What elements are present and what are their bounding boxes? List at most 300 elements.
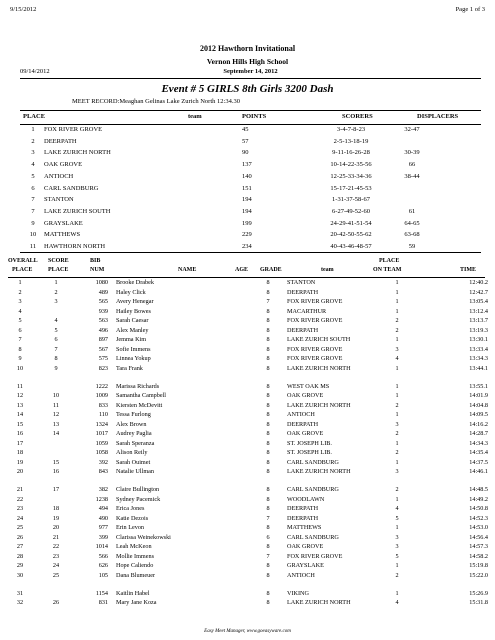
result-row (8, 524, 488, 533)
meet-date-left: 09/14/2012 (20, 68, 50, 75)
event-title: Event # 5 GIRLS 8th Girls 3200 Dash (161, 83, 334, 95)
team-table-header (20, 110, 481, 125)
team-points: 194 (242, 207, 252, 215)
athlete-team: ANTIOCH (287, 411, 315, 419)
team-displacers: 59 (408, 243, 416, 250)
score-place: 11 (53, 401, 59, 409)
athlete-team: ST. JOSEPH LIB. (287, 439, 332, 447)
place-on-team: 2 (395, 401, 399, 409)
bib-num: 1058 (95, 449, 108, 457)
grade: 8 (266, 562, 270, 570)
overall-place: 16 (16, 430, 24, 438)
overall-place: 14 (16, 411, 24, 419)
athlete-name: Tara Frank (116, 364, 143, 372)
meet-record: MEET RECORD:Meaghan Gelinas Lake Zurich North 12:34.30 (72, 98, 240, 105)
col-grade: GRADE (260, 267, 282, 273)
athlete-team: STANTON (287, 279, 316, 286)
place-on-team: 2 (395, 326, 399, 334)
athlete-name: Erica Jones (116, 505, 145, 513)
finish-time: 12:40.2 (469, 279, 488, 286)
bib-num: 1009 (95, 392, 108, 400)
bib-num: 563 (98, 317, 108, 325)
bib-num: 566 (98, 552, 108, 560)
finish-time: 14:01.9 (469, 392, 488, 400)
bib-num: 897 (98, 336, 108, 344)
place-on-team: 3 (395, 468, 399, 476)
grade: 8 (266, 468, 270, 476)
athlete-name: Haley Click (116, 288, 146, 296)
finish-time: 14:46.1 (469, 468, 488, 476)
team-row (20, 160, 481, 171)
place-on-team: 4 (395, 599, 399, 607)
col-team: team (321, 267, 334, 273)
athlete-name: Tessa Furlong (116, 411, 151, 419)
team-name: MATTHEWS (44, 231, 81, 239)
finish-time: 13:05.4 (469, 298, 488, 306)
team-displacers: 30-39 (404, 149, 420, 157)
finish-time: 15:19.8 (469, 562, 488, 570)
page-number: Page 1 of 3 (455, 6, 485, 13)
bib-num: 567 (98, 345, 108, 353)
team-displacers: 63-68 (404, 231, 420, 239)
col-on-team: ON TEAM (373, 267, 402, 273)
athlete-name: Claire Bullington (116, 486, 160, 493)
team-name: GRAYSLAKE (44, 219, 83, 227)
team-place: 7 (31, 207, 35, 215)
finish-time: 13:30.1 (469, 336, 488, 344)
grade: 8 (266, 430, 270, 438)
finish-time: 14:58.2 (469, 552, 488, 560)
finish-time: 15:31.8 (469, 599, 488, 607)
bib-num: 565 (98, 298, 108, 306)
grade: 8 (266, 345, 270, 353)
result-row (8, 458, 488, 468)
result-row (8, 382, 488, 392)
score-place: 1 (54, 279, 58, 286)
place-on-team: 3 (395, 533, 399, 541)
score-place: 26 (52, 599, 60, 607)
athlete-team: VIKING (287, 589, 309, 597)
athlete-team: ANTIOCH (287, 571, 315, 579)
team-displacers: 64-65 (404, 219, 420, 227)
overall-place: 31 (16, 589, 24, 597)
bib-num: 494 (98, 505, 108, 513)
athlete-name: Hailey Bowes (116, 307, 151, 315)
team-place: 7 (31, 196, 35, 204)
col-place-top: PLACE (379, 258, 400, 264)
athlete-team: DEERPATH (287, 420, 319, 428)
place-on-team: 2 (395, 430, 399, 438)
team-points: 234 (242, 243, 252, 250)
athlete-team: LAKE ZURICH NORTH (287, 364, 351, 372)
bib-num: 392 (98, 458, 108, 466)
athlete-team: FOX RIVER GROVE (287, 345, 343, 353)
result-row (8, 514, 488, 524)
place-on-team: 1 (395, 458, 399, 466)
place-on-team: 1 (395, 411, 399, 419)
place-on-team: 2 (395, 449, 399, 457)
team-place: 6 (31, 184, 35, 192)
score-place: 21 (52, 533, 60, 541)
score-place: 10 (52, 392, 60, 400)
bib-num: 1059 (95, 439, 108, 447)
score-place: 6 (54, 336, 58, 344)
overall-place: 29 (16, 562, 24, 570)
footer: Easy Meet Manager, www.goeasyware.com (204, 629, 291, 634)
team-scorers: 9-11-16-26-28 (332, 149, 370, 157)
grade: 8 (266, 543, 270, 551)
athlete-team: DEERPATH (287, 326, 319, 334)
finish-time: 13:19.3 (469, 326, 488, 334)
place-on-team: 1 (395, 382, 399, 390)
place-on-team: 1 (395, 307, 399, 315)
overall-place: 5 (18, 317, 22, 325)
team-place: 5 (31, 172, 35, 180)
finish-time: 14:48.5 (469, 486, 488, 493)
result-row (8, 533, 488, 543)
athlete-name: Alison Reily (116, 449, 148, 457)
team-name: STANTON (44, 196, 74, 204)
finish-time: 13:55.1 (469, 382, 488, 390)
score-place: 5 (54, 326, 58, 334)
finish-time: 14:49.2 (469, 495, 488, 503)
team-row (20, 230, 481, 241)
team-name: CARL SANDBURG (44, 184, 99, 192)
team-row (20, 137, 481, 148)
bib-num: 823 (98, 364, 108, 372)
team-scorers: 20-42-50-55-62 (330, 231, 372, 239)
athlete-name: Leah McKeon (116, 543, 152, 551)
athlete-name: Sofie Immens (116, 345, 151, 353)
place-on-team: 2 (395, 571, 399, 579)
team-place: 2 (31, 137, 35, 145)
overall-place: 3 (18, 298, 22, 306)
result-row (8, 307, 488, 317)
place-on-team: 1 (395, 495, 399, 503)
athlete-name: Avery Henegar (116, 298, 154, 306)
place-on-team: 4 (395, 505, 399, 513)
team-points: 199 (242, 219, 252, 227)
score-place: 20 (52, 524, 60, 532)
grade: 8 (266, 420, 270, 428)
result-row (8, 364, 488, 374)
finish-time: 14:35.4 (469, 449, 488, 457)
grade: 8 (266, 401, 270, 409)
score-place: 9 (54, 364, 58, 372)
team-place: 1 (31, 126, 35, 133)
overall-place: 15 (16, 420, 24, 428)
place-on-team: 4 (395, 355, 399, 363)
finish-time: 14:57.3 (469, 543, 488, 551)
score-place: 16 (52, 468, 60, 476)
finish-time: 12:42.7 (469, 288, 488, 296)
col-displacers: DISPLACERS (417, 113, 459, 120)
col-name: NAME (178, 267, 197, 273)
athlete-name: Katie Dezois (116, 514, 149, 522)
team-scorers: 2-5-13-18-19 (333, 137, 369, 145)
finish-time: 14:28.7 (469, 430, 488, 438)
grade: 6 (266, 533, 270, 541)
col-age: AGE (235, 267, 249, 273)
col-place: PLACE (23, 113, 46, 120)
result-row (8, 401, 488, 411)
bib-num: 1017 (95, 430, 108, 438)
overall-place: 32 (16, 599, 24, 607)
athlete-team: DEERPATH (287, 514, 319, 522)
team-place: 4 (31, 161, 35, 169)
athlete-team: GRAYSLAKE (287, 562, 324, 570)
team-place: 3 (31, 149, 35, 157)
team-name: DEERPATH (44, 137, 77, 145)
result-row (8, 552, 488, 562)
grade: 8 (266, 355, 270, 363)
athlete-name: Hope Caliendo (116, 562, 154, 570)
place-on-team: 1 (395, 439, 399, 447)
team-scorers: 3-4-7-8-23 (336, 126, 366, 133)
team-scorers: 24-29-41-51-54 (330, 219, 372, 227)
result-row (8, 411, 488, 420)
finish-time: 13:34.3 (469, 355, 488, 363)
bib-num: 105 (98, 571, 108, 579)
athlete-name: Kaitlin Habel (116, 589, 150, 597)
score-place: 15 (52, 458, 60, 466)
athlete-name: Alex Brown (116, 420, 147, 428)
bib-num: 1080 (95, 279, 108, 286)
result-row (8, 420, 488, 430)
bib-num: 496 (98, 326, 108, 334)
team-displacers: 38-44 (404, 172, 420, 180)
team-row (20, 184, 481, 195)
athlete-team: OAK GROVE (287, 430, 324, 438)
grade: 8 (266, 336, 270, 344)
overall-place: 23 (16, 505, 24, 513)
athlete-team: FOX RIVER GROVE (287, 552, 343, 560)
place-on-team: 1 (395, 364, 399, 372)
overall-place: 18 (16, 449, 24, 457)
bib-num: 939 (98, 307, 108, 315)
athlete-team: MACARTHUR (287, 307, 327, 315)
overall-place: 2 (18, 288, 22, 296)
col-overall: OVERALL (8, 258, 38, 264)
result-row (8, 430, 488, 439)
finish-time: 15:26.9 (469, 589, 488, 597)
team-place: 10 (29, 231, 37, 239)
grade: 8 (266, 589, 270, 597)
athlete-name: Marissa Richards (116, 382, 160, 390)
col-time: TIME (460, 267, 477, 273)
grade: 7 (266, 514, 270, 522)
team-name: LAKE ZURICH SOUTH (44, 207, 111, 215)
grade: 8 (266, 458, 270, 466)
place-on-team: 1 (395, 298, 399, 306)
finish-time: 14:09.5 (469, 411, 488, 419)
athlete-name: Linnea Yokup (116, 355, 151, 363)
place-on-team: 1 (395, 279, 399, 286)
overall-place: 4 (18, 307, 22, 315)
result-row (8, 589, 488, 599)
finish-time: 14:34.3 (469, 439, 488, 447)
grade: 8 (266, 326, 270, 334)
col-team: team (188, 113, 202, 120)
score-place: 19 (52, 514, 60, 522)
bib-num: 490 (98, 514, 108, 522)
result-row (8, 392, 488, 401)
place-on-team: 5 (395, 552, 399, 560)
athlete-name: Sydney Pacemick (116, 495, 161, 503)
overall-place: 27 (16, 543, 24, 551)
meet-date-center: September 14, 2012 (223, 68, 278, 75)
team-scorers: 40-43-46-48-57 (330, 243, 372, 250)
result-row (8, 298, 488, 307)
team-scorers: 6-27-49-52-60 (332, 207, 370, 215)
overall-place: 13 (16, 401, 24, 409)
team-place: 9 (31, 219, 35, 227)
athlete-name: Mary Jane Koza (116, 599, 157, 607)
team-points: 90 (242, 149, 249, 157)
score-place: 24 (52, 562, 60, 570)
bib-num: 399 (98, 533, 108, 541)
overall-place: 21 (16, 486, 24, 493)
result-row (8, 571, 488, 581)
athlete-name: Alex Manley (116, 326, 149, 334)
overall-place: 9 (18, 355, 22, 363)
place-on-team: 3 (395, 345, 399, 353)
overall-place: 22 (16, 495, 24, 503)
team-displacers: 66 (408, 161, 416, 169)
finish-time: 13:13.7 (469, 317, 488, 325)
overall-place: 7 (18, 336, 22, 344)
finish-time: 14:50.8 (469, 505, 488, 513)
col-num: NUM (90, 267, 105, 273)
bib-num: 1014 (95, 543, 108, 551)
col-points: POINTS (242, 113, 267, 120)
athlete-team: CARL SANDBURG (287, 533, 339, 541)
overall-place: 24 (16, 514, 24, 522)
athlete-team: DEERPATH (287, 505, 319, 513)
team-row (20, 207, 481, 218)
overall-place: 6 (18, 326, 22, 334)
athlete-team: LAKE ZURICH NORTH (287, 468, 351, 476)
score-place: 13 (52, 420, 60, 428)
overall-place: 1 (18, 279, 22, 286)
team-points: 229 (242, 231, 252, 239)
athlete-team: OAK GROVE (287, 543, 324, 551)
overall-place: 25 (16, 524, 24, 532)
bib-num: 977 (98, 524, 108, 532)
bib-num: 831 (98, 599, 108, 607)
athlete-team: DEERPATH (287, 288, 319, 296)
grade: 8 (266, 599, 270, 607)
result-row (8, 439, 488, 449)
athlete-name: Samantha Campbell (116, 392, 167, 400)
team-scorers: 1-31-37-58-67 (332, 196, 370, 204)
bib-num: 1324 (95, 420, 108, 428)
grade: 7 (266, 552, 270, 560)
finish-time: 13:12.4 (469, 307, 488, 315)
bib-num: 1238 (95, 495, 108, 503)
team-points: 45 (242, 126, 249, 133)
score-place: 8 (54, 355, 58, 363)
results-header (8, 267, 485, 278)
grade: 8 (266, 449, 270, 457)
athlete-name: Clarissa Weinekowski (116, 533, 171, 541)
team-scorers: 10-14-22-35-56 (330, 161, 372, 169)
athlete-name: Sarah Ouimet (116, 458, 151, 466)
team-displacers: 32-47 (404, 126, 420, 133)
result-row (8, 336, 488, 345)
grade: 8 (266, 279, 270, 286)
result-row (8, 288, 488, 298)
print-header (10, 6, 485, 18)
school-name: Vernon Hills High School (206, 57, 289, 66)
team-points: 137 (242, 161, 252, 169)
athlete-name: Natalie Ullman (116, 468, 154, 476)
result-row (8, 599, 488, 608)
finish-time: 14:52.3 (469, 514, 488, 522)
grade: 8 (266, 317, 270, 325)
overall-place: 11 (17, 382, 23, 390)
result-row (8, 279, 488, 288)
divider (20, 252, 481, 253)
finish-time: 13:33.4 (469, 345, 488, 353)
grade: 8 (266, 288, 270, 296)
result-row (8, 317, 488, 326)
score-place: 23 (52, 552, 60, 560)
team-displacers: 61 (408, 207, 416, 215)
bib-num: 575 (98, 355, 108, 363)
team-row (20, 195, 481, 206)
result-row (8, 449, 488, 458)
overall-place: 20 (16, 468, 24, 476)
score-place: 17 (52, 486, 60, 493)
athlete-name: Sarah Speranza (116, 439, 155, 447)
overall-place: 12 (16, 392, 24, 400)
team-name: FOX RIVER GROVE (44, 126, 103, 133)
place-on-team: 2 (395, 486, 399, 493)
score-place: 18 (52, 505, 60, 513)
athlete-team: FOX RIVER GROVE (287, 355, 343, 363)
place-on-team: 3 (395, 543, 399, 551)
overall-place: 28 (16, 552, 24, 560)
grade: 7 (266, 298, 270, 306)
athlete-team: OAK GROVE (287, 392, 324, 400)
athlete-team: ST. JOSEPH LIB. (287, 449, 332, 457)
team-points: 194 (242, 196, 252, 204)
score-place: 4 (54, 317, 58, 325)
result-row (8, 345, 488, 355)
score-place: 2 (54, 288, 58, 296)
athlete-name: Sarah Caesar (116, 317, 149, 325)
overall-place: 30 (16, 571, 24, 579)
place-on-team: 3 (395, 420, 399, 428)
athlete-team: MATTHEWS (287, 524, 322, 532)
athlete-name: Brooke Drabek (116, 279, 154, 286)
athlete-name: Jemma Kim (116, 336, 147, 344)
grade: 8 (266, 364, 270, 372)
col-bib: BIB (90, 258, 101, 264)
score-place: 12 (52, 411, 60, 419)
bib-num: 843 (98, 468, 108, 476)
overall-place: 8 (18, 345, 22, 353)
finish-time: 14:53.0 (469, 524, 488, 532)
team-name: LAKE ZURICH NORTH (44, 149, 111, 157)
athlete-team: WEST OAK MS (287, 382, 330, 390)
score-place: 25 (52, 571, 60, 579)
score-place: 3 (54, 298, 58, 306)
place-on-team: 2 (395, 317, 399, 325)
place-on-team: 1 (395, 336, 399, 344)
grade: 8 (266, 307, 270, 315)
